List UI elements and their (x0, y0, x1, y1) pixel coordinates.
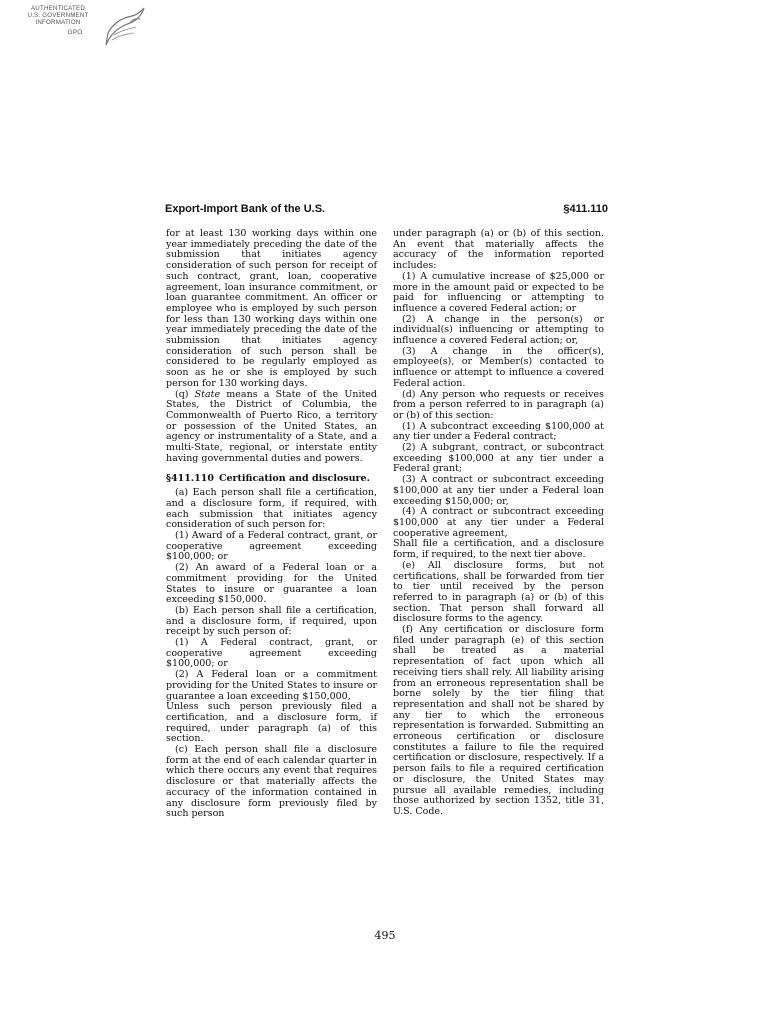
paragraph-d3: (3) A contract or subcontract exceeding $100,000 at any tier under a Federal loan exceeding $150,000; or, (393, 474, 604, 507)
paragraph-c1: (1) A cumulative increase of $25,000 or more in the amount paid or expected to be paid for influencing or attempting to influence a covered Federal action; or (393, 270, 604, 314)
paragraph-a: (a) Each person shall file a certification, and a disclosure form, if required, with each submission that initiates agency consideration of such person for: (166, 487, 377, 531)
paragraph-d2: (2) A subgrant, contract, or subcontract exceeding $100,000 at any tier under a Federal grant; (393, 442, 604, 475)
paragraph-b1: (1) A Federal contract, grant, or cooperative agreement exceeding $100,000; or (166, 637, 377, 670)
paragraph-b: (b) Each person shall file a certification, and a disclosure form, if required, upon receipt by such person of: (166, 604, 377, 638)
paragraph-unless: Unless such person previously filed a certification, and a disclosure form, if required, under paragraph (a) of this section. (166, 701, 377, 745)
paragraph-shall: Shall file a certification, and a disclosure form, if required, to the next tier above. (393, 538, 604, 561)
left-column (166, 229, 377, 820)
paragraph-c2: (2) A change in the person(s) or individual(s) influencing or attempting to influence a covered Federal action; or, (393, 313, 604, 347)
section-reference: §411.110 (563, 203, 608, 215)
paragraph-continuation: for at least 130 working days within one year immediately preceding the date of the submission that initiates agency consideration of such person for receipt of such contract, grant, loan, cooperative agreement, loan insurance commitment, or loan guarantee commitment. An officer or employee who is employed by such person for less than 130 working days within one year immediately preceding the date of the submission that initiates agency consideration of such person shall be considered to be regularly employed as soon as he or she is employed by such person for 130 working days. (166, 228, 377, 389)
seal-line-1: AUTHENTICATED (30, 5, 86, 12)
seal-text (8, 5, 108, 36)
paragraph-d: (d) Any person who requests or receives from a person referred to in paragraph (a) or (b) of this section: (393, 388, 604, 421)
right-column (393, 229, 604, 818)
definition-q-text: means a State of the United States, the District of Columbia, the Commonwealth of Puerto Rico, a territory or possession of the United States, an agency or instrumentality of a State, and a multi-State, regional, or interstate entity having governmental duties and powers. (166, 388, 377, 464)
section-heading (166, 474, 377, 485)
paragraph-c: (c) Each person shall file a disclosure form at the end of each calendar quarter in which there occurs any event that requires disclosure or that materially affects the accuracy of the information contained in any disclosure form previously filed by such person (166, 744, 377, 820)
paragraph-c3: (3) A change in the officer(s), employee(s), or Member(s) contacted to influence or attempt to influence a covered Federal action. (393, 345, 604, 389)
eagle-icon (100, 5, 148, 51)
seal-line-3: INFORMATION (35, 19, 81, 27)
paragraph-a1: (1) Award of a Federal contract, grant, or cooperative agreement exceeding $100,000; or (166, 529, 377, 563)
section-heading-number: §411.110 (166, 473, 214, 485)
agency-title: Export-Import Bank of the U.S. (165, 203, 326, 215)
definition-q (166, 390, 377, 465)
definition-q-prefix: (q) (175, 388, 195, 400)
paragraph-d4: (4) A contract or subcontract exceeding $100,000 at any tier under a Federal cooperative agreement, (393, 506, 604, 539)
paragraph-c-continuation: under paragraph (a) or (b) of this section. An event that materially affects the accuracy of the information reported includes: (393, 228, 604, 272)
section-heading-title: Certification and disclosure. (218, 473, 370, 485)
paragraph-d1: (1) A subcontract exceeding $100,000 at any tier under a Federal contract; (393, 420, 604, 443)
gpo-authentication-seal (8, 5, 148, 53)
page-number: 495 (374, 929, 396, 942)
seal-gpo-mark: GPO (67, 28, 83, 36)
paragraph-f: (f) Any certification or disclosure form filed under paragraph (e) of this section shall be treated as a material representation of fact upon which all receiving tiers shall rely. All liability arising from an erroneous representation shall be borne solely by the tier filing that representation and shall not be shared by any tier to which the erroneous representation is forwarded. Submitting an erroneous certification or disclosure constitutes a failure to file the required certification or disclosure, respectively. If a person fails to file a required certification or disclosure, the United States may pursue all available remedies, including those authorized by section 1352, title 31, U.S. Code. (393, 624, 604, 817)
definition-q-term: State (194, 388, 221, 400)
seal-line-2: U.S. GOVERNMENT (27, 12, 89, 20)
paragraph-e: (e) All disclosure forms, but not certifications, shall be forwarded from tier to tier until received by the person referred to in paragraph (a) or (b) of this section. That person shall forward all disclosure forms to the agency. (393, 559, 604, 625)
paragraph-b2: (2) A Federal loan or a commitment providing for the United States to insure or guarantee a loan exceeding $150,000, (166, 669, 377, 702)
paragraph-a2: (2) An award of a Federal loan or a commitment providing for the United States to insure or guarantee a loan exceeding $150,000. (166, 562, 377, 606)
